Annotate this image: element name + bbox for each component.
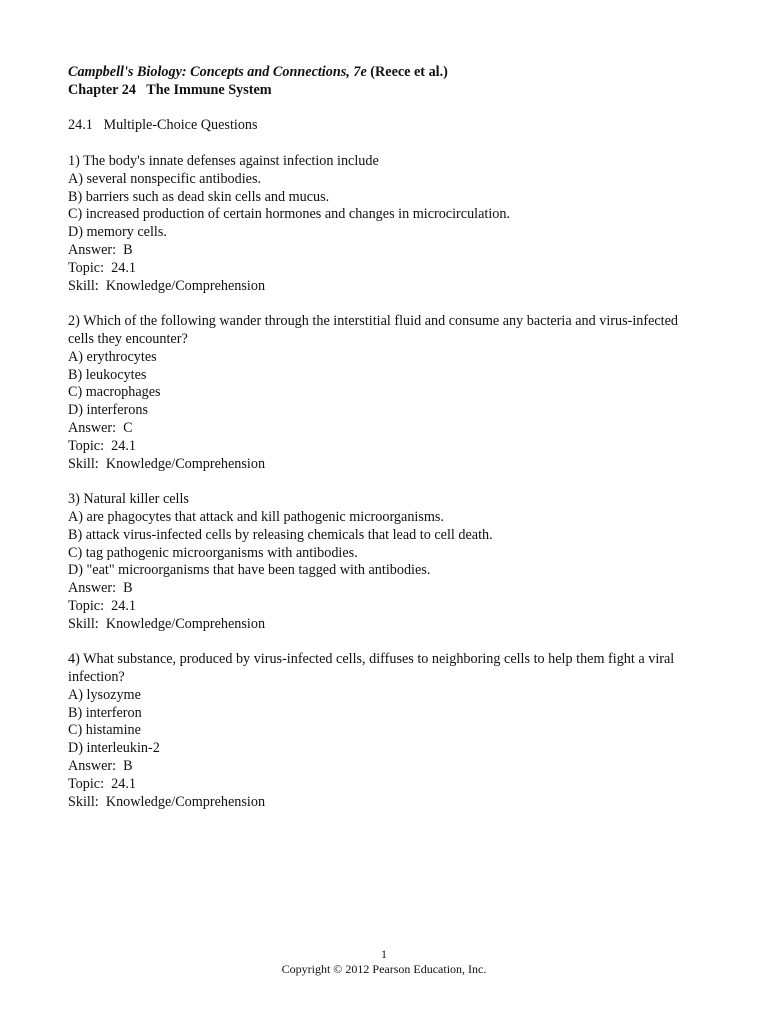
question-stem: 2) Which of the following wander through the interstitial fluid and consume any bacteria and virus-infected cells they encounter?	[68, 313, 679, 347]
option-a: A) several nonspecific antibodies.	[68, 170, 262, 187]
book-header	[68, 64, 708, 82]
option-c: C) increased production of certain hormones and changes in microcirculation.	[68, 206, 511, 223]
document-page	[68, 64, 708, 811]
option-c: C) macrophages	[68, 384, 161, 401]
topic: Topic: 24.1	[68, 597, 136, 614]
question-stem: 4) What substance, produced by virus-infected cells, diffuses to neighboring cells to help them fight a viral infection?	[68, 651, 675, 686]
section-heading: 24.1 Multiple-Choice Questions	[68, 117, 258, 134]
option-a: A) are phagocytes that attack and kill pathogenic microorganisms.	[68, 508, 444, 525]
page-number: 1	[381, 947, 387, 961]
option-d: D) "eat" microorganisms that have been tagged with antibodies.	[68, 562, 431, 579]
option-b: B) interferon	[68, 704, 142, 721]
option-d: D) memory cells.	[68, 224, 167, 241]
answer: Answer: B	[68, 241, 133, 258]
question-stem: 1) The body's innate defenses against infection include	[68, 152, 379, 169]
option-b: B) leukocytes	[68, 366, 147, 383]
question-3	[68, 491, 708, 633]
answer: Answer: C	[68, 419, 133, 436]
topic: Topic: 24.1	[68, 775, 136, 792]
copyright-notice: Copyright © 2012 Pearson Education, Inc.	[281, 962, 487, 976]
skill: Skill: Knowledge/Comprehension	[68, 277, 266, 294]
book-title: Campbell's Biology: Concepts and Connections, 7e	[68, 64, 367, 80]
answer: Answer: B	[68, 758, 133, 775]
option-c: C) tag pathogenic microorganisms with antibodies.	[68, 544, 358, 561]
chapter-title: Chapter 24 The Immune System	[68, 81, 272, 98]
skill: Skill: Knowledge/Comprehension	[68, 455, 266, 472]
option-c: C) histamine	[68, 722, 141, 739]
skill: Skill: Knowledge/Comprehension	[68, 793, 266, 810]
option-a: A) lysozyme	[68, 686, 141, 703]
skill: Skill: Knowledge/Comprehension	[68, 615, 266, 632]
question-4	[68, 651, 708, 811]
question-1	[68, 153, 708, 295]
option-a: A) erythrocytes	[68, 348, 157, 365]
answer: Answer: B	[68, 580, 133, 597]
question-2	[68, 313, 708, 473]
topic: Topic: 24.1	[68, 437, 136, 454]
option-b: B) attack virus-infected cells by releasing chemicals that lead to cell death.	[68, 526, 493, 543]
option-d: D) interleukin-2	[68, 740, 160, 757]
topic: Topic: 24.1	[68, 259, 136, 276]
book-authors: (Reece et al.)	[370, 64, 448, 80]
option-b: B) barriers such as dead skin cells and mucus.	[68, 188, 330, 205]
option-d: D) interferons	[68, 402, 148, 419]
question-stem: 3) Natural killer cells	[68, 491, 189, 508]
